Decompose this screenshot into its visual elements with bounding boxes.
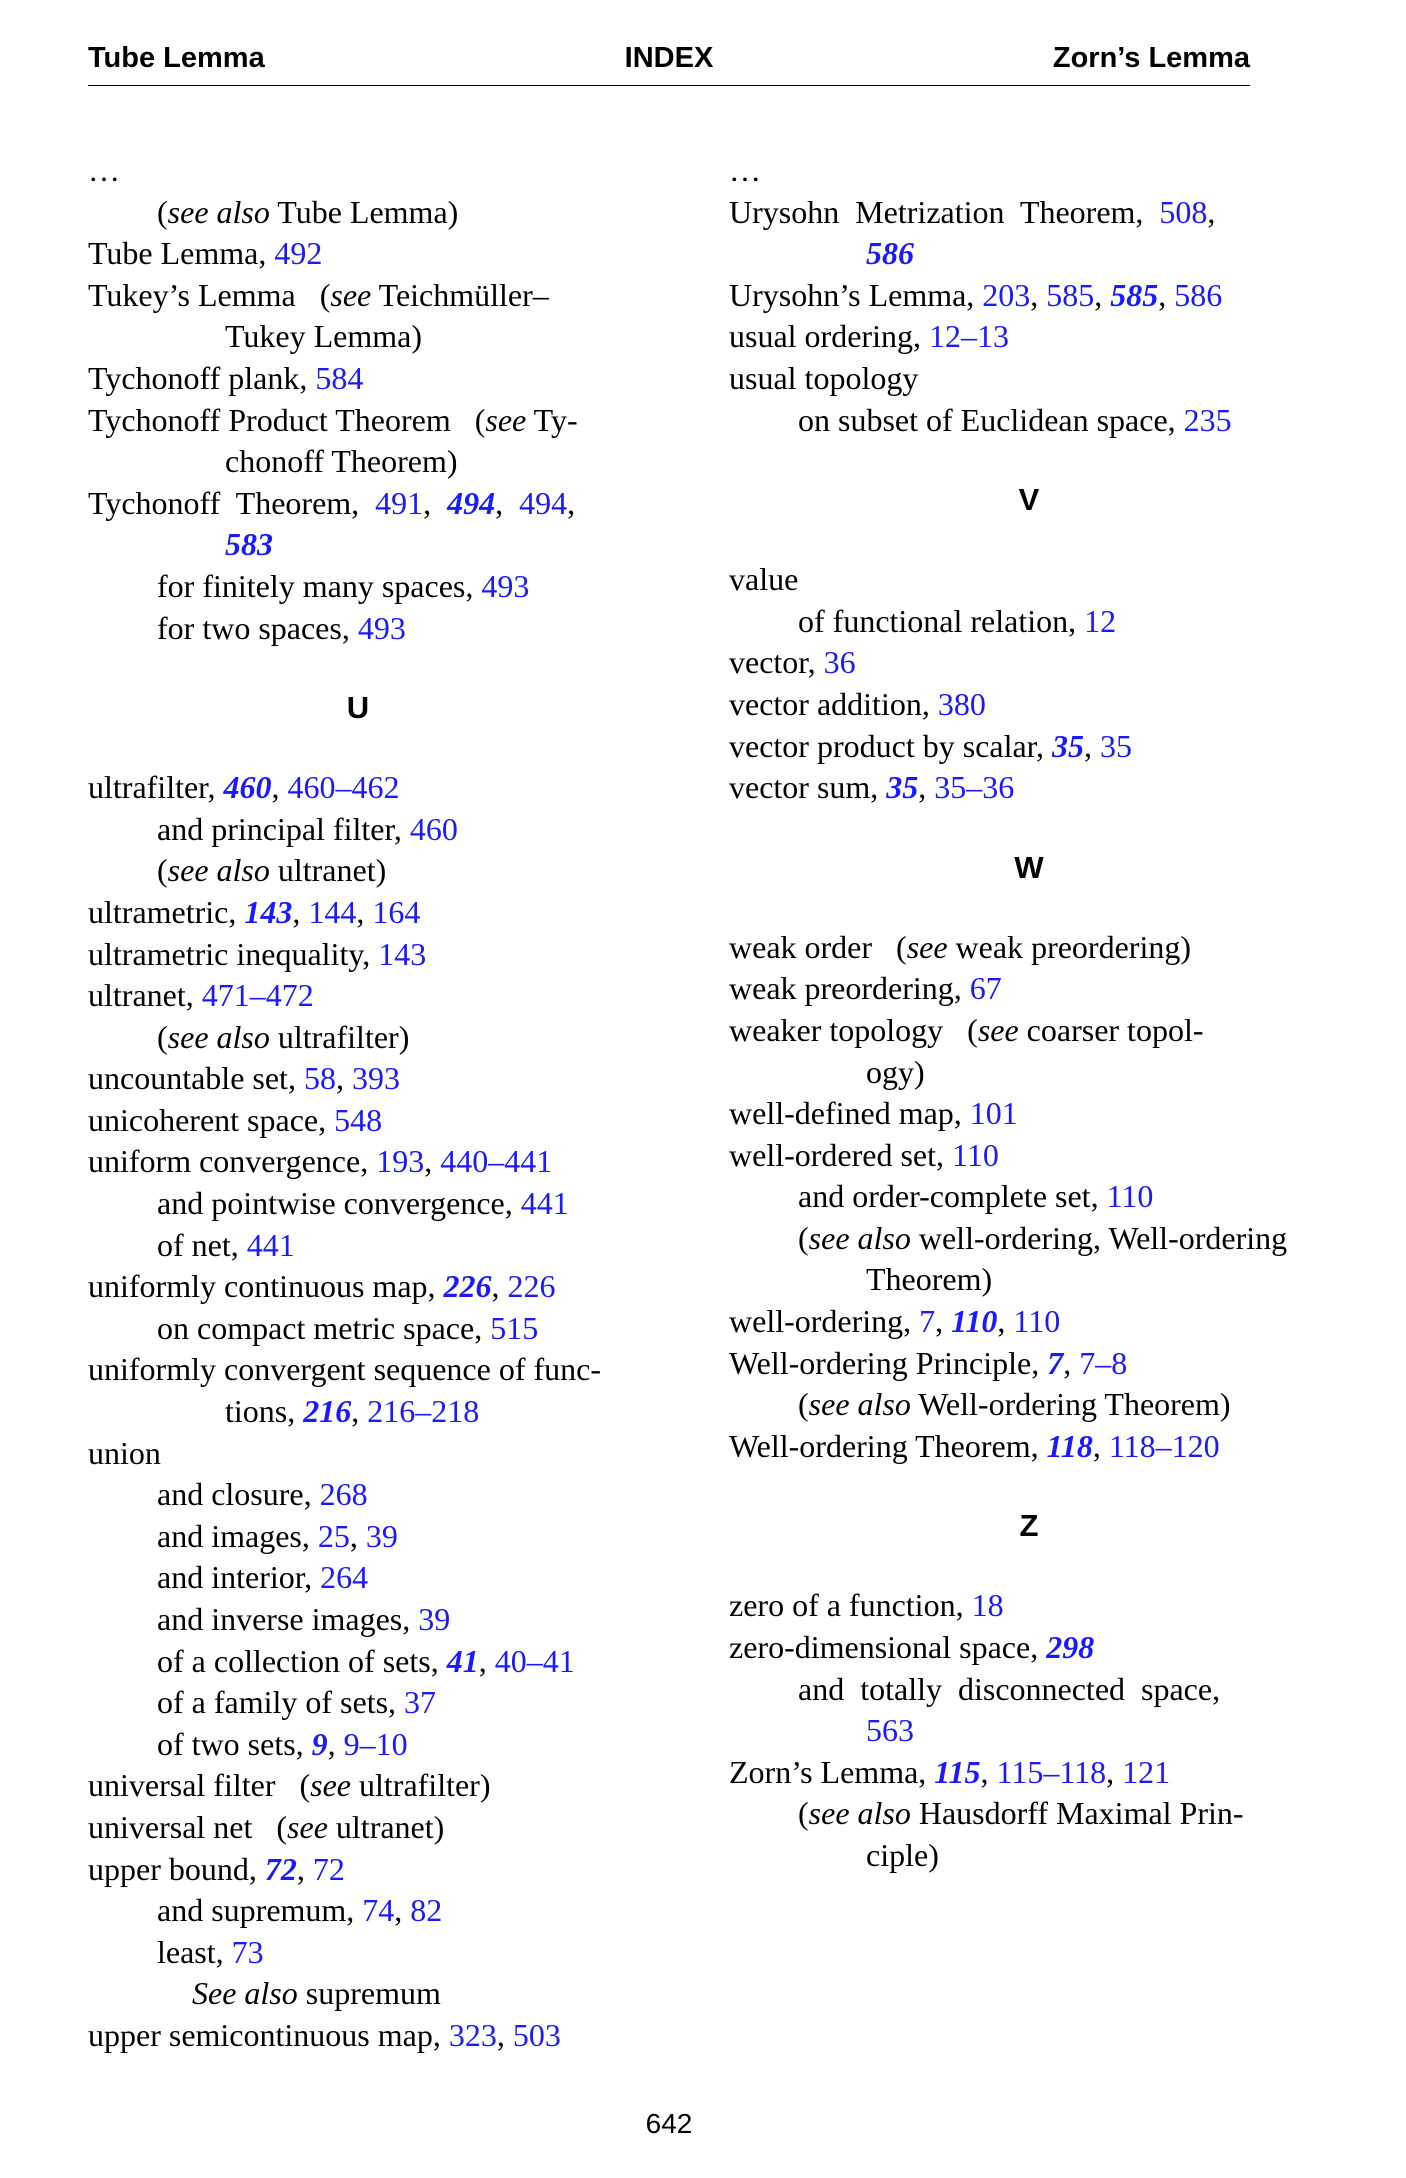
index-subentry <box>88 1516 628 1558</box>
page-link[interactable]: 226 <box>507 1268 556 1305</box>
entry-text: , <box>495 484 520 521</box>
page-link[interactable]: 491 <box>375 484 424 521</box>
entry-text: ultranet, <box>88 977 202 1014</box>
entry-text: ultranet) <box>327 1808 445 1845</box>
primary-page-link[interactable]: 586 <box>866 235 914 272</box>
page-link[interactable]: 73 <box>231 1933 264 1970</box>
index-entry <box>729 275 1329 317</box>
index-subentry <box>729 400 1329 442</box>
page-link[interactable]: 264 <box>320 1559 369 1596</box>
page-link[interactable]: 515 <box>490 1309 539 1346</box>
index-entry <box>88 233 628 275</box>
primary-page-link[interactable]: 118 <box>1046 1427 1093 1464</box>
index-subentry <box>729 1259 1329 1301</box>
page-link[interactable]: 460–462 <box>287 769 400 806</box>
entry-text: , <box>349 1517 366 1554</box>
index-entry <box>88 1058 628 1100</box>
entry-text: and pointwise convergence, <box>157 1185 521 1222</box>
index-subentry <box>729 1176 1329 1218</box>
index-subentry <box>729 1710 1329 1752</box>
section-letter-heading: W <box>1014 849 1044 885</box>
page-link[interactable]: 118–120 <box>1108 1427 1220 1464</box>
entry-text: ultrafilter) <box>269 1018 410 1055</box>
page-link[interactable]: 548 <box>334 1101 383 1138</box>
index-subentry <box>88 1183 628 1225</box>
entry-text: Tukey’s Lemma ( <box>88 276 331 313</box>
entry-text: well-defined map, <box>729 1095 970 1132</box>
entry-text: , <box>356 893 373 930</box>
page-link[interactable]: 121 <box>1122 1753 1171 1790</box>
page-link[interactable]: 35–36 <box>934 769 1015 806</box>
entry-text: Tube Lemma, <box>88 235 275 272</box>
index-entry <box>729 1585 1329 1627</box>
page-link[interactable]: 563 <box>866 1712 914 1749</box>
running-header-right: Zorn’s Lemma <box>1052 42 1250 74</box>
page-link[interactable]: 12 <box>1084 602 1117 639</box>
entry-text: ultranet) <box>269 852 387 889</box>
entry-text: Tychonoff Product Theorem ( <box>88 401 486 438</box>
index-subentry <box>88 1682 628 1724</box>
see-also-label: see also <box>808 1795 911 1832</box>
index-subentry <box>88 1557 628 1599</box>
entry-text: Zorn’s Lemma, <box>729 1753 935 1790</box>
index-subentry <box>729 1669 1329 1711</box>
entry-text: , <box>271 769 288 806</box>
page-link[interactable]: 323 <box>448 2016 497 2053</box>
see-also-label: see also <box>167 193 270 230</box>
entry-text: union <box>88 1434 161 1471</box>
entry-text: , <box>1092 1427 1109 1464</box>
entry-text: unicoherent space, <box>88 1101 335 1138</box>
index-subentry <box>88 809 628 851</box>
see-also-label: See also <box>192 1975 298 2012</box>
index-subentry <box>88 1724 628 1766</box>
page-link[interactable]: 164 <box>372 893 421 930</box>
see-also-label: see <box>977 1011 1019 1048</box>
entry-text: , <box>1207 193 1216 230</box>
entry-text: well-ordering, <box>729 1303 920 1340</box>
entry-text: and principal filter, <box>157 810 410 847</box>
entry-text: and order-complete set, <box>798 1178 1107 1215</box>
index-entry <box>729 1426 1329 1468</box>
see-also-label: see <box>906 928 948 965</box>
entry-text: , <box>918 769 935 806</box>
page-link[interactable]: 508 <box>1159 193 1208 230</box>
page-link[interactable]: 143 <box>378 935 427 972</box>
entry-text: uniform convergence, <box>88 1143 377 1180</box>
entry-text: upper bound, <box>88 1850 265 1887</box>
page-link[interactable]: 101 <box>969 1095 1018 1132</box>
index-subentry <box>88 441 628 483</box>
entry-text: ultrafilter) <box>351 1767 491 1804</box>
index-subentry <box>88 1641 628 1683</box>
index-subentry <box>729 1052 1329 1094</box>
entry-text: universal filter ( <box>88 1767 311 1804</box>
entry-text: and interior, <box>157 1559 321 1596</box>
page-link[interactable]: 25 <box>317 1517 350 1554</box>
entry-text: upper semicontinuous map, <box>88 2016 449 2053</box>
page-link[interactable]: 39 <box>365 1517 398 1554</box>
page-link[interactable]: 39 <box>418 1601 451 1637</box>
index-entry <box>729 1343 1329 1385</box>
entry-text: and totally disconnected space, <box>798 1670 1221 1707</box>
entry-text: ( <box>157 852 168 889</box>
index-entry <box>729 1135 1329 1177</box>
page-link[interactable]: 35 <box>1100 727 1133 764</box>
page-link[interactable]: 82 <box>410 1892 443 1929</box>
entry-text: well-ordered set, <box>729 1136 953 1173</box>
page-link[interactable]: 493 <box>357 609 406 646</box>
index-entry <box>729 684 1329 726</box>
entry-text: usual ordering, <box>729 318 929 355</box>
entry-text: zero of a function, <box>729 1587 972 1624</box>
page-link[interactable]: 72 <box>312 1850 345 1887</box>
page-link[interactable]: 40–41 <box>494 1642 575 1679</box>
index-subentry <box>729 601 1329 643</box>
entry-text: ( <box>157 193 168 230</box>
entry-text: coarser topol- <box>1018 1011 1204 1048</box>
index-entry <box>729 1627 1329 1669</box>
page-link[interactable]: 144 <box>308 893 357 930</box>
entry-text: vector, <box>729 644 824 681</box>
index-subentry <box>88 1391 628 1433</box>
index-column-right <box>729 150 1329 1877</box>
page-link[interactable]: 494 <box>519 484 568 521</box>
page-link[interactable]: 584 <box>315 359 364 396</box>
index-subentry <box>729 1835 1329 1877</box>
index-entry <box>729 559 1329 601</box>
page-link[interactable]: 110 <box>1106 1178 1154 1215</box>
index-subentry <box>729 1384 1329 1426</box>
section-letter-heading: V <box>1018 482 1040 518</box>
entry-text: Urysohn’s Lemma, <box>729 276 983 313</box>
entry-text: , <box>491 1268 508 1305</box>
index-entry <box>88 892 628 934</box>
index-subentry <box>88 1308 628 1350</box>
page-link[interactable]: 492 <box>274 235 323 272</box>
entry-text: least, <box>157 1933 232 1970</box>
index-subentry <box>88 850 628 892</box>
entry-text: universal net ( <box>88 1808 288 1845</box>
entry-text: and inverse images, <box>157 1601 419 1637</box>
index-entry <box>88 1849 628 1891</box>
index-entry <box>88 275 628 317</box>
page-link[interactable]: 441 <box>246 1226 295 1263</box>
page-link[interactable]: 67 <box>969 970 1002 1007</box>
page-link[interactable]: 460 <box>409 810 458 847</box>
entry-text: weak preordering) <box>947 928 1191 965</box>
page-link[interactable]: 12–13 <box>928 318 1009 355</box>
entry-text: of net, <box>157 1226 247 1263</box>
entry-text: Well-ordering Principle, <box>729 1344 1048 1381</box>
primary-page-link[interactable]: 143 <box>244 893 293 930</box>
index-entry <box>88 934 628 976</box>
index-subentry <box>88 608 628 650</box>
entry-text: on compact metric space, <box>157 1309 491 1346</box>
index-subentry <box>88 524 628 566</box>
entry-text: , <box>935 1303 952 1340</box>
entry-text: for two spaces, <box>157 609 358 646</box>
running-header-title: INDEX <box>624 42 714 74</box>
entry-text: of a family of sets, <box>157 1684 405 1721</box>
entry-text: Theorem) <box>866 1261 993 1298</box>
index-entry <box>88 767 628 809</box>
page-link[interactable]: 110 <box>1013 1303 1061 1340</box>
entry-text: Tube Lemma) <box>269 193 459 230</box>
section-letter-heading: Z <box>1019 1508 1039 1544</box>
primary-page-link[interactable]: 585 <box>1110 276 1159 313</box>
entry-text: well-ordering, Well-ordering <box>910 1219 1288 1256</box>
entry-text: zero-dimensional space, <box>729 1629 1047 1666</box>
index-subentry <box>88 1973 628 2015</box>
index-entry <box>729 1301 1329 1343</box>
primary-page-link[interactable]: 494 <box>447 484 496 521</box>
primary-page-link[interactable]: 72 <box>264 1850 297 1887</box>
entry-text: ultrametric inequality, <box>88 935 379 972</box>
entry-text: , <box>1063 1344 1080 1381</box>
entry-text: , <box>1030 276 1047 313</box>
page-link[interactable]: 7 <box>919 1303 936 1340</box>
entry-text: … <box>88 152 120 188</box>
index-entry <box>88 1765 628 1807</box>
entry-text: vector sum, <box>729 769 887 806</box>
index-entry <box>729 767 1329 809</box>
index-subentry <box>88 1890 628 1932</box>
entry-text: , <box>567 484 576 521</box>
primary-page-link[interactable]: 35 <box>1052 727 1085 764</box>
running-header-left: Tube Lemma <box>88 42 265 74</box>
entry-text: , <box>424 1143 441 1180</box>
primary-page-link[interactable]: 9 <box>311 1725 328 1762</box>
index-subentry <box>88 316 628 358</box>
index-entry <box>88 358 628 400</box>
entry-text: ultrametric, <box>88 893 245 930</box>
index-entry <box>88 975 628 1017</box>
entry-text: Hausdorff Maximal Prin- <box>910 1795 1244 1832</box>
index-subentry <box>88 566 628 608</box>
entry-text: usual topology <box>729 359 919 396</box>
page-link[interactable]: 585 <box>1046 276 1095 313</box>
entry-text: ogy) <box>866 1053 925 1090</box>
index-entry <box>729 1093 1329 1135</box>
entry-text: , <box>351 1393 368 1430</box>
primary-page-link[interactable]: 216 <box>303 1393 352 1430</box>
entry-text: , <box>980 1753 997 1790</box>
entry-text: Teichmüller– <box>371 276 549 313</box>
index-entry <box>88 483 628 525</box>
page-link[interactable]: 216–218 <box>367 1393 480 1430</box>
page-number: 642 <box>645 2108 693 2139</box>
entry-text: of a collection of sets, <box>157 1642 447 1679</box>
entry-text: , <box>1106 1753 1123 1790</box>
index-subentry <box>88 1225 628 1267</box>
index-subentry <box>88 1932 628 1974</box>
see-also-label: see <box>330 276 372 313</box>
entry-text: , <box>394 1892 411 1929</box>
page-link[interactable]: 74 <box>362 1892 395 1929</box>
entry-text: uniformly convergent sequence of func- <box>88 1351 601 1388</box>
index-subentry <box>729 233 1329 275</box>
entry-text: ( <box>157 1018 168 1055</box>
entry-text: and images, <box>157 1517 318 1554</box>
index-entry <box>729 1010 1329 1052</box>
see-also-label: see also <box>808 1219 911 1256</box>
see-also-label: see <box>287 1808 328 1845</box>
entry-text: chonoff Theorem) <box>225 443 458 480</box>
entry-text: on subset of Euclidean space, <box>798 401 1184 438</box>
index-entry <box>88 2015 628 2057</box>
index-entry <box>88 1141 628 1183</box>
entry-text: , <box>423 484 448 521</box>
index-entry <box>88 150 628 192</box>
page-link[interactable]: 493 <box>481 567 530 604</box>
entry-text: Tychonoff plank, <box>88 359 316 396</box>
page-link[interactable]: 268 <box>319 1476 368 1513</box>
page-link[interactable]: 393 <box>351 1060 400 1097</box>
entry-text: uncountable set, <box>88 1060 304 1097</box>
entry-text: and closure, <box>157 1476 320 1513</box>
index-entry <box>729 192 1329 234</box>
index-entry <box>729 1752 1329 1794</box>
entry-text: … <box>729 152 761 188</box>
entry-text: Tychonoff Theorem, <box>88 484 376 521</box>
entry-text: ultrafilter, <box>88 769 224 806</box>
entry-text: Well-ordering Theorem, <box>729 1427 1047 1464</box>
primary-page-link[interactable]: 115 <box>934 1753 981 1790</box>
index-entry <box>88 1349 628 1391</box>
section-letter-heading: U <box>346 690 370 726</box>
entry-text: weak order ( <box>729 928 907 965</box>
entry-text: Ty- <box>526 401 578 438</box>
page-link[interactable]: 380 <box>937 685 986 722</box>
index-subentry <box>88 1474 628 1516</box>
entry-text: ( <box>798 1219 809 1256</box>
header-rule <box>88 85 1250 86</box>
entry-text: , <box>296 1850 313 1887</box>
index-entry <box>729 642 1329 684</box>
page-link[interactable]: 203 <box>982 276 1031 313</box>
see-also-label: see also <box>167 1018 270 1055</box>
entry-text: weaker topology ( <box>729 1011 978 1048</box>
entry-text: ciple) <box>866 1837 939 1873</box>
index-entry <box>729 358 1329 400</box>
page-link[interactable]: 235 <box>1183 401 1232 438</box>
primary-page-link[interactable]: 460 <box>223 769 272 806</box>
primary-page-link[interactable]: 226 <box>443 1268 492 1305</box>
index-entry <box>88 1433 628 1475</box>
entry-text: , <box>327 1725 344 1762</box>
entry-text: , <box>1084 727 1101 764</box>
entry-text: , <box>1094 276 1111 313</box>
index-entry <box>729 927 1329 969</box>
entry-text: of functional relation, <box>798 602 1085 639</box>
page-link[interactable]: 110 <box>952 1136 999 1173</box>
page-link[interactable]: 586 <box>1174 276 1223 313</box>
page-link[interactable]: 115–118 <box>996 1753 1107 1790</box>
index-entry <box>729 968 1329 1010</box>
index-entry <box>729 150 1329 192</box>
index-subentry <box>88 1599 628 1641</box>
entry-text: of two sets, <box>157 1725 312 1762</box>
entry-text: ( <box>798 1386 809 1423</box>
index-column-left <box>88 150 628 2057</box>
index-subentry <box>88 1017 628 1059</box>
primary-page-link[interactable]: 41 <box>446 1642 479 1679</box>
entry-text: , <box>1158 276 1175 313</box>
index-entry <box>729 316 1329 358</box>
page-link[interactable]: 58 <box>303 1060 336 1097</box>
page-link[interactable]: 471–472 <box>201 977 314 1014</box>
entry-text: vector product by scalar, <box>729 727 1053 764</box>
entry-text: , <box>997 1303 1014 1340</box>
page-link[interactable]: 503 <box>512 2016 561 2053</box>
index-entry <box>729 726 1329 768</box>
page-link[interactable]: 37 <box>404 1684 437 1721</box>
entry-text: Well-ordering Theorem) <box>910 1386 1231 1423</box>
entry-text: , <box>478 1642 495 1679</box>
entry-text: for finitely many spaces, <box>157 567 482 604</box>
entry-text: supremum <box>297 1975 441 2012</box>
index-entry <box>88 1100 628 1142</box>
page-link[interactable]: 193 <box>376 1143 425 1180</box>
index-entry <box>88 400 628 442</box>
page-link[interactable]: 441 <box>520 1185 569 1222</box>
entry-text: Tukey Lemma) <box>225 318 423 355</box>
entry-text: weak preordering, <box>729 970 970 1007</box>
index-entry <box>88 1266 628 1308</box>
entry-text: tions, <box>225 1393 304 1430</box>
page-link[interactable]: 7–8 <box>1079 1344 1128 1381</box>
page-link[interactable]: 440–441 <box>440 1143 553 1180</box>
entry-text: , <box>496 2016 513 2053</box>
index-subentry <box>729 1218 1329 1260</box>
primary-page-link[interactable]: 110 <box>951 1303 998 1340</box>
entry-text: vector addition, <box>729 685 938 722</box>
primary-page-link[interactable]: 298 <box>1046 1629 1095 1666</box>
entry-text: Urysohn Metrization Theorem, <box>729 193 1160 230</box>
page-link[interactable]: 36 <box>823 644 856 681</box>
entry-text: , <box>292 893 309 930</box>
entry-text: value <box>729 561 799 598</box>
see-also-label: see <box>310 1767 351 1804</box>
see-also-label: see also <box>167 852 270 889</box>
entry-text: , <box>335 1060 352 1097</box>
page-link[interactable]: 18 <box>971 1587 1004 1624</box>
page-link[interactable]: 9–10 <box>343 1725 408 1762</box>
entry-text: and supremum, <box>157 1892 363 1929</box>
index-entry <box>88 1807 628 1849</box>
entry-text: ( <box>798 1795 809 1832</box>
index-subentry <box>729 1793 1329 1835</box>
see-also-label: see also <box>808 1386 911 1423</box>
primary-page-link[interactable]: 7 <box>1047 1344 1064 1381</box>
entry-text: uniformly continuous map, <box>88 1268 444 1305</box>
primary-page-link[interactable]: 583 <box>225 526 273 563</box>
see-also-label: see <box>485 401 527 438</box>
primary-page-link[interactable]: 35 <box>886 769 919 806</box>
index-subentry <box>88 192 628 234</box>
